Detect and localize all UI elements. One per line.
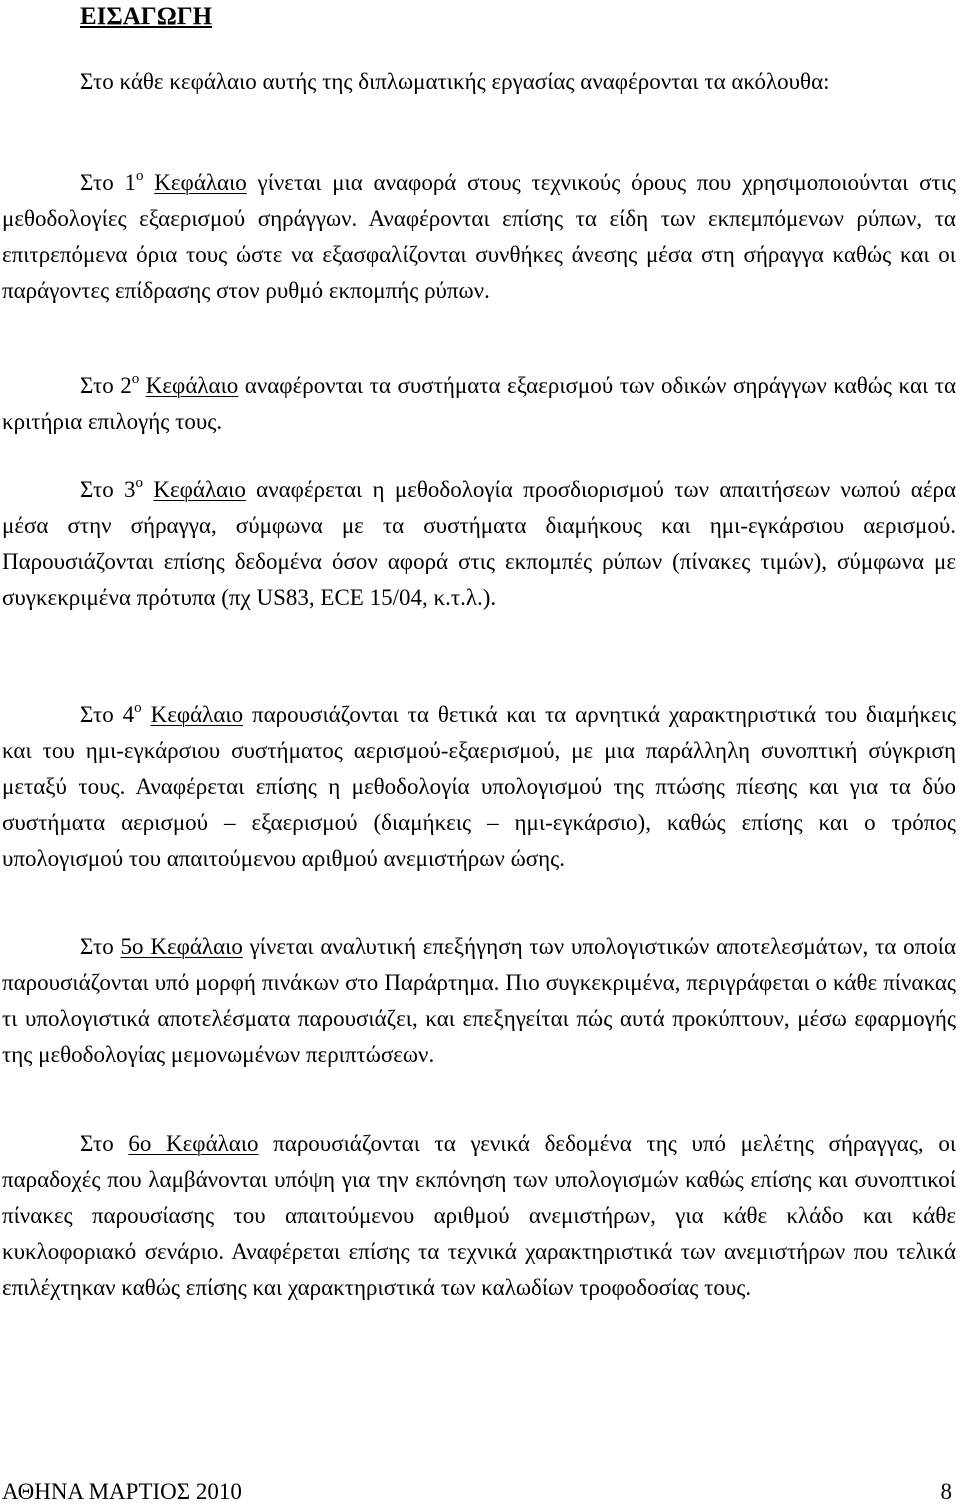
- chapter-6-paragraph: [2, 1126, 956, 1306]
- chapter-3-superscript: ο: [135, 475, 144, 491]
- chapter-2-text: αναφέρονται τα συστήματα εξαερισμού των οδικών σηράγγων καθώς και τα κριτήρια επιλογής τους.: [2, 373, 956, 434]
- chapter-3-number: 3: [124, 477, 136, 502]
- chapter-4-superscript: ο: [134, 700, 142, 716]
- chapter-1-link[interactable]: Κεφάλαιο: [154, 170, 247, 195]
- chapter-6-text: παρουσιάζονται τα γενικά δεδομένα της υπό μελέτης σήραγγας, οι παραδοχές που λαμβάνονται υπόψη για την εκπόνηση των υπολογισμών καθώς επίσης και συνοπτικοί πίνακες παρουσίασης του απαιτούμενου αριθμού ανεμιστήρων, για κάθε κλάδο και κάθε κυκλοφοριακό σενάριο. Αναφέρεται επίσης τα τεχνικά χαρακτηριστικά των ανεμιστήρων που τελικά επιλέχτηκαν καθώς επίσης και χαρακτηριστικά των καλωδίων τροφοδοσίας τους.: [2, 1131, 957, 1300]
- footer-location-date: ΑΘΗΝΑ ΜΑΡΤΙΟΣ 2010: [2, 1479, 242, 1504]
- chapter-1-superscript: ο: [136, 168, 144, 184]
- chapter-4-link[interactable]: Κεφάλαιο: [150, 702, 244, 727]
- chapter-4-paragraph: [2, 697, 956, 877]
- chapter-2-superscript: ο: [131, 371, 140, 387]
- chapter-2-number: 2: [120, 373, 132, 398]
- chapter-5-link[interactable]: 5ο Κεφάλαιο: [120, 934, 243, 959]
- chapter-6-prefix: Στο: [80, 1131, 129, 1156]
- page-title: ΕΙΣΑΓΩΓΗ: [80, 3, 213, 30]
- chapter-5-prefix: Στο: [80, 934, 121, 959]
- chapter-2-paragraph: [2, 368, 956, 440]
- chapter-3-link[interactable]: Κεφάλαιο: [153, 477, 246, 502]
- chapter-3-text: αναφέρεται η μεθοδολογία προσδιορισμού των απαιτήσεων νωπού αέρα μέσα στην σήραγγα, σύμφωνα με τα συστήματα διαμήκους και ημι-εγκάρσιου αερισμού. Παρουσιάζονται επίσης δεδομένα όσον αφορά στις εκπομπές ρύπων (πίνακες τιμών), σύμφωνα με συγκεκριμένα πρότυπα (πχ US83, ECE 15/04, κ.τ.λ.).: [2, 477, 957, 610]
- chapter-1-text: γίνεται μια αναφορά στους τεχνικούς όρους που χρησιμοποιούνται στις μεθοδολογίες εξαερισμού σηράγγων. Αναφέρονται επίσης τα είδη των εκπεμπόμενων ρύπων, τα επιτρεπόμενα όρια τους ώστε να εξασφαλίζονται συνθήκες άνεσης μέσα στη σήραγγα καθώς και οι παράγοντες επίδρασης στον ρυθμό εκπομπής ρύπων.: [2, 170, 957, 303]
- chapter-5-paragraph: [2, 929, 956, 1073]
- chapter-4-prefix: Στο: [80, 702, 123, 727]
- chapter-2-prefix: Στο: [80, 373, 121, 398]
- chapter-2-link[interactable]: Κεφάλαιο: [145, 373, 239, 398]
- chapter-1-number: 1: [124, 170, 136, 195]
- chapter-5-text: γίνεται αναλυτική επεξήγηση των υπολογιστικών αποτελεσμάτων, τα οποία παρουσιάζονται υπό μορφή πινάκων στο Παράρτημα. Πιο συγκεκριμένα, περιγράφεται ο κάθε πίνακας τι υπολογιστικά αποτελέσματα παρουσιάζει, και επεξηγείται πώς αυτά προκύπτουν, μέσω εφαρμογής της μεθοδολογίας μεμονωμένων περιπτώσεων.: [2, 934, 957, 1067]
- chapter-1-paragraph: [2, 165, 956, 309]
- chapter-3-paragraph: [2, 472, 956, 616]
- intro-paragraph: Στο κάθε κεφάλαιο αυτής της διπλωματικής εργασίας αναφέρονται τα ακόλουθα:: [80, 69, 830, 94]
- chapter-6-link[interactable]: 6ο Κεφάλαιο: [128, 1131, 259, 1156]
- chapter-1-prefix: Στο: [80, 170, 125, 195]
- chapter-3-prefix: Στο: [80, 477, 125, 502]
- chapter-4-text: παρουσιάζονται τα θετικά και τα αρνητικά χαρακτηριστικά του διαμήκεις και του ημι-εγκάρσιου συστήματος αερισμού-εξαερισμού, με μια παράλληλη συνοπτική σύγκριση μεταξύ τους. Αναφέρεται επίσης η μεθοδολογία υπολογισμού της πτώσης πίεσης και για τα δύο συστήματα αερισμού – εξαερισμού (διαμήκεις – ημι-εγκάρσιο), καθώς επίσης και ο τρόπος υπολογισμού του απαιτούμενου αριθμού ανεμιστήρων ώσης.: [2, 702, 956, 871]
- footer-page-number: 8: [940, 1479, 952, 1504]
- chapter-4-number: 4: [122, 702, 135, 727]
